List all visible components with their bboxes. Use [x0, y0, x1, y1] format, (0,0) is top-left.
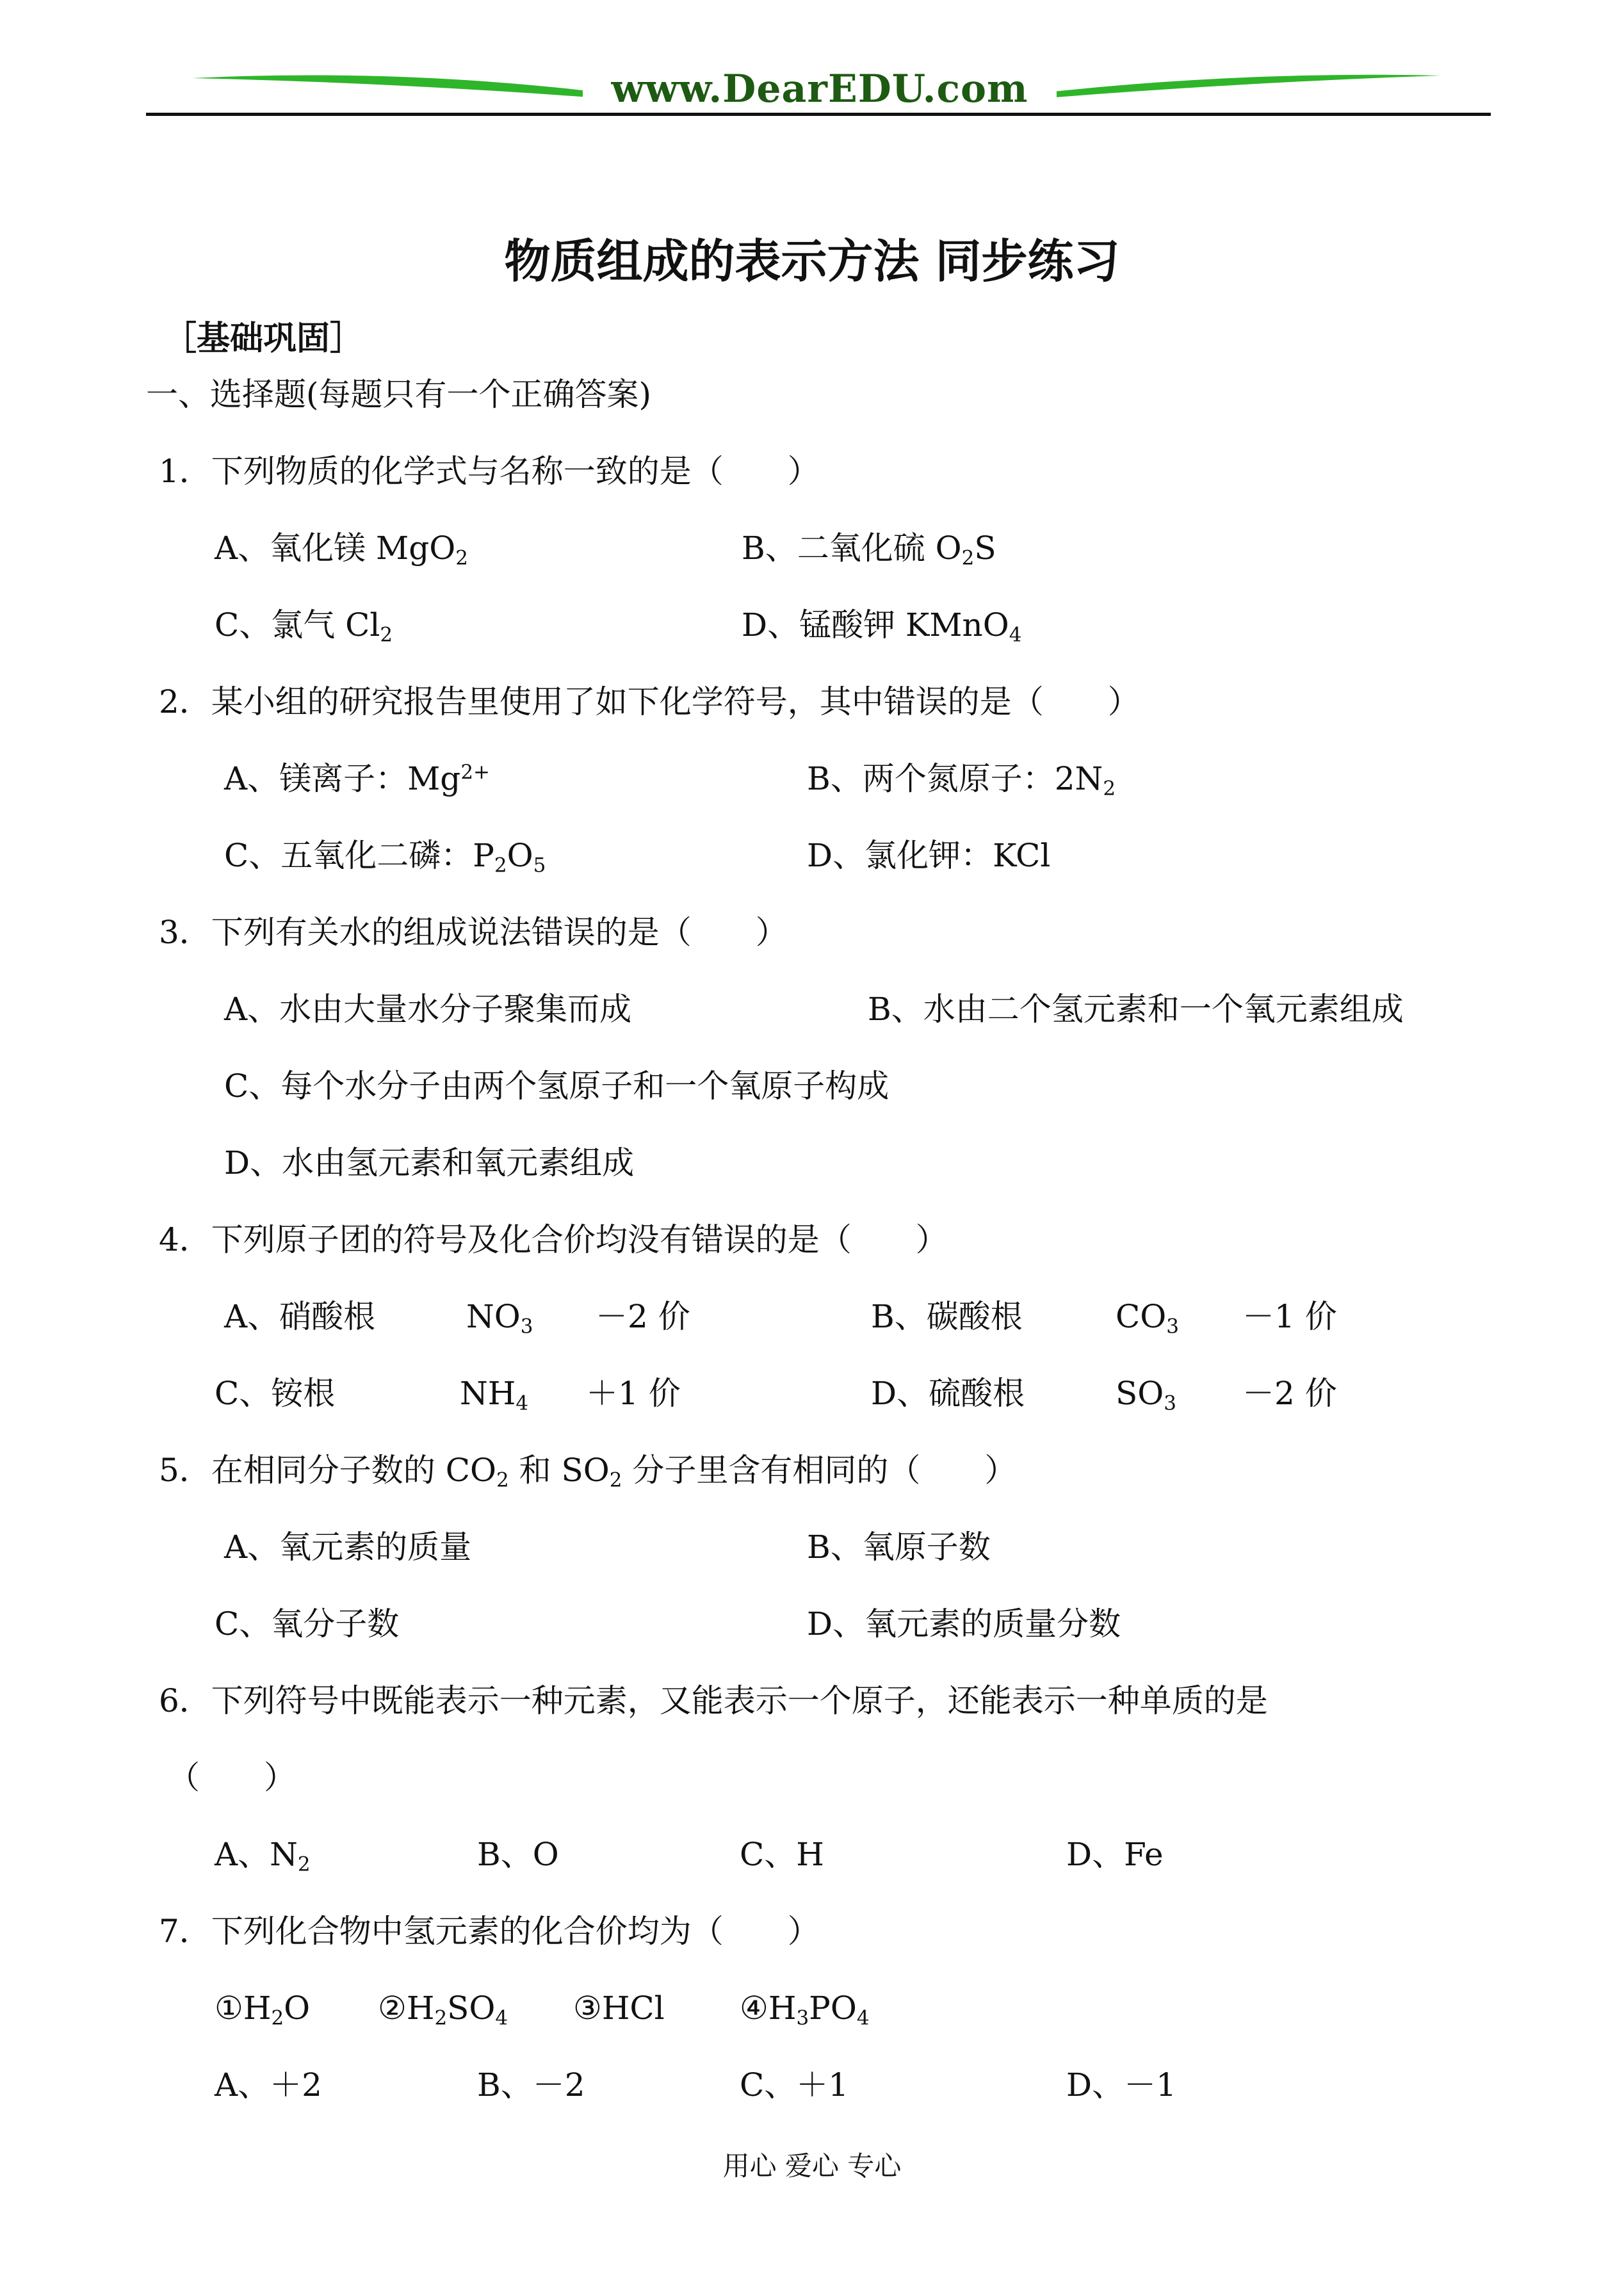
question-6-stem: 6．下列符号中既能表示一种元素，又能表示一个原子，还能表示一种单质的是	[159, 1682, 1268, 1719]
q1-option-a: A、氧化镁 MgO$_2$	[215, 530, 468, 570]
q6-option-d: D、Fe	[1066, 1836, 1164, 1873]
q3-option-a: A、水由大量水分子聚集而成	[224, 991, 632, 1028]
q6-option-b: B、O	[477, 1836, 559, 1873]
site-name: www.DearEDU.com	[583, 67, 1057, 111]
q4-option-c-name: C、铵根	[215, 1375, 336, 1412]
question-7-stem: 7．下列化合物中氢元素的化合价均为（ ）	[159, 1913, 820, 1950]
q4-option-d-formula: $SO_3$	[1116, 1375, 1176, 1415]
q4-option-b-formula: $CO_3$	[1116, 1298, 1179, 1338]
q4-option-a-valence: －2 价	[596, 1298, 690, 1335]
q4-option-c-valence: ＋1 价	[586, 1375, 681, 1412]
q5-option-a: A、氧元素的质量	[224, 1529, 472, 1566]
q7-option-a: A、＋2	[215, 2066, 322, 2104]
q3-option-b: B、水由二个氢元素和一个氧元素组成	[868, 991, 1404, 1028]
q2-option-b: B、两个氮原子：$2N_2$	[807, 760, 1116, 800]
question-3-stem: 3．下列有关水的组成说法错误的是（ ）	[159, 914, 788, 951]
q5-option-c: C、氧分子数	[215, 1605, 400, 1642]
q4-option-a-formula: $NO_3$	[466, 1298, 533, 1338]
question-5-stem: 5．在相同分子数的 $CO_2$ 和 $SO_2$ 分子里含有相同的（ ）	[159, 1452, 1017, 1492]
header-divider	[146, 113, 1491, 116]
q7-option-c: C、＋1	[740, 2066, 849, 2104]
q1-option-d: D、锰酸钾 KMnO$_4$	[742, 606, 1022, 647]
part-heading: 一、选择题(每题只有一个正确答案)	[146, 376, 652, 413]
q7-compound-4: $④H_3PO_4$	[740, 1990, 870, 2030]
q2-option-a: A、镁离子：$Mg^{2+}$	[224, 760, 491, 797]
q7-compound-2: $②H_2SO_4$	[378, 1990, 508, 2030]
q4-option-b-valence: －1 价	[1242, 1298, 1337, 1335]
q4-option-d-valence: －2 价	[1242, 1375, 1337, 1412]
q5-option-b: B、氧原子数	[807, 1529, 991, 1566]
footer-motto: 用心 爱心 专心	[722, 2150, 902, 2182]
question-6-stem-continued: （ ）	[168, 1759, 296, 1796]
q4-option-c-formula: $NH_4$	[460, 1375, 529, 1415]
q4-option-b-name: B、碳酸根	[871, 1298, 1023, 1335]
q7-option-b: B、－2	[477, 2066, 585, 2104]
question-2-stem: 2．某小组的研究报告里使用了如下化学符号，其中错误的是（ ）	[159, 683, 1140, 720]
q6-option-c: C、H	[740, 1836, 824, 1873]
q7-compound-1: $①H_2O$	[215, 1990, 311, 2030]
q5-option-d: D、氧元素的质量分数	[807, 1605, 1121, 1642]
question-1-stem: 1．下列物质的化学式与名称一致的是（ ）	[159, 453, 820, 490]
section-label: ［基础巩固］	[163, 320, 364, 358]
q6-option-a: A、$N_2$	[215, 1836, 311, 1876]
page-title: 物质组成的表示方法 同步练习	[504, 234, 1120, 288]
q1-option-b: B、二氧化硫 $O_2S$	[742, 530, 996, 570]
q3-option-c: C、每个水分子由两个氢原子和一个氧原子构成	[224, 1067, 889, 1105]
q4-option-d-name: D、硫酸根	[871, 1375, 1025, 1412]
q2-option-c: C、五氧化二磷：$P_2O_5$	[224, 837, 546, 877]
q7-compound-3: ③HCl	[573, 1990, 665, 2027]
q1-option-c: C、氯气 $Cl_2$	[215, 606, 393, 647]
q4-option-a-name: A、硝酸根	[224, 1298, 376, 1335]
question-4-stem: 4．下列原子团的符号及化合价均没有错误的是（ ）	[159, 1221, 948, 1258]
q3-option-d: D、水由氢元素和氧元素组成	[224, 1144, 635, 1181]
q7-option-d: D、－1	[1066, 2066, 1176, 2104]
q2-option-d: D、氯化钾：KCl	[807, 837, 1051, 874]
